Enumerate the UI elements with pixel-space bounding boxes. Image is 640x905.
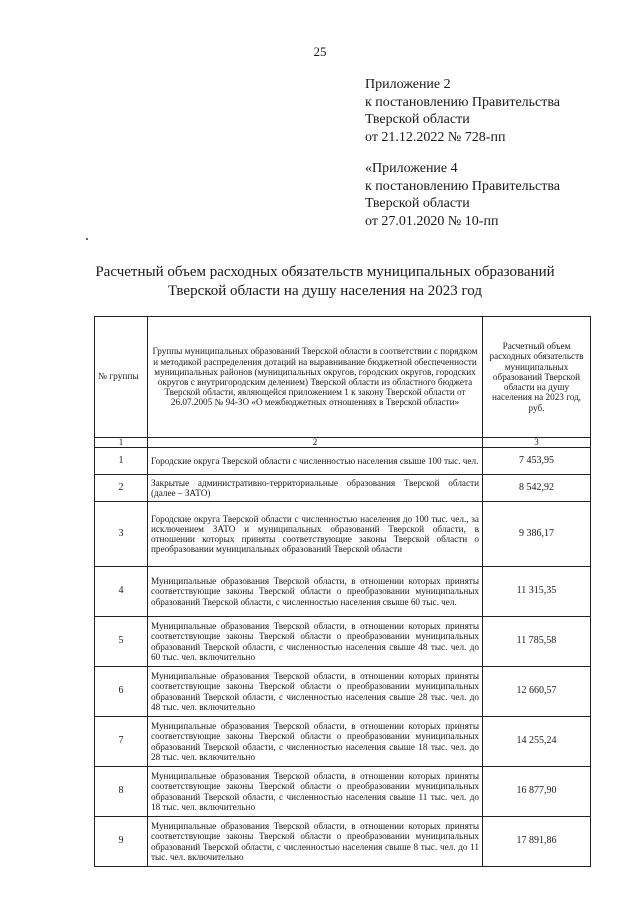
group-description-cell: Муниципальные образования Тверской области, в отношении которых приняты соответствующие законы Тверской области о преобразовании муниципальных образований Тверской области, с численностью населения свыше 48 тыс. чел. до 60 тыс. чел. включительно [148,617,483,667]
appendix-2-line-4: от 27.01.2020 № 10-пп [365,213,499,229]
group-description-cell: Муниципальные образования Тверской области, в отношении которых приняты соответствующие законы Тверской области о преобразовании муниципальных образований Тверской области, с численностью населения свыше 60 тыс. чел. [148,567,483,617]
expenditure-value-cell: 8 542,92 [483,475,591,502]
page-number: 25 [313,44,327,59]
index-cell-3: 3 [483,438,591,448]
group-description-cell: Муниципальные образования Тверской области, в отношении которых приняты соответствующие законы Тверской области о преобразовании муниципальных образований Тверской области, с численностью населения свыше 28 тыс. чел. до 48 тыс. чел. включительно [148,667,483,717]
expenditure-value-cell: 11 315,35 [483,567,591,617]
header-group-description: Группы муниципальных образований Тверской области в соответствии с порядком и методикой распределения дотаций на выравнивание бюджетной обеспеченности муниципальных районов (муниципальных округов, городских округов, городских округов с внутригородским делением) Тверской области из областного бюджета Тверской области, являющейся приложением 1 к закону Тверской области от 26.07.2005 № 94-ЗО «О межбюджетных отношениях в Тверской области» [148,317,483,438]
table-row [95,448,591,475]
group-description-cell: Городские округа Тверской области с численностью населения до 100 тыс. чел., за исключением ЗАТО и муниципальных образований Тверской области, в отношении которых приняты соответствующие законы Тверской области о преобразовании муниципальных образований Тверской области [148,502,483,567]
appendix-2-line-2: к постановлению Правительства [365,178,561,194]
group-number-cell: 6 [95,667,148,717]
index-cell-1: 1 [95,438,148,448]
group-number-cell: 4 [95,567,148,617]
group-number-cell: 9 [95,817,148,867]
appendix-2-line-1: «Приложение 4 [365,161,458,176]
group-number-cell: 1 [95,448,148,475]
table-row [95,502,591,567]
appendix-1-line-3: Тверской области [365,112,470,127]
document-title-line-2: Тверской области на душу населения на 2023 год [168,283,482,299]
appendix-2-line-3: Тверской области [365,196,470,211]
group-number-cell: 3 [95,502,148,567]
group-description-cell: Городские округа Тверской области с численностью населения свыше 100 тыс. чел. [148,448,483,475]
appendix-1-line-1: Приложение 2 [365,77,451,92]
appendix-reference-2 [365,160,625,230]
group-description-cell: Муниципальные образования Тверской области, в отношении которых приняты соответствующие законы Тверской области о преобразовании муниципальных образований Тверской области, с численностью населения свыше 18 тыс. чел. до 28 тыс. чел. включительно [148,717,483,767]
expenditure-value-cell: 11 785,58 [483,617,591,667]
expenditure-value-cell: 12 660,57 [483,667,591,717]
header-expenditure-value: Расчетный объем расходных обязательств муниципальных образований Тверской области на душу населения на 2023 год, руб. [483,317,591,438]
group-description-cell: Муниципальные образования Тверской области, в отношении которых приняты соответствующие законы Тверской области о преобразовании муниципальных образований Тверской области, с численностью населения свыше 11 тыс. чел. до 18 тыс. чел. включительно [148,767,483,817]
document-title [60,263,590,301]
document-title-line-1: Расчетный объем расходных обязательств муниципальных образований [95,264,555,280]
group-number-cell: 8 [95,767,148,817]
expenditure-value-cell: 14 255,24 [483,717,591,767]
table-row [95,475,591,502]
table-row [95,667,591,717]
table-header-row [95,317,591,438]
table-row [95,617,591,667]
table-index-row [95,438,591,448]
index-cell-2: 2 [148,438,483,448]
expenditure-value-cell: 9 386,17 [483,502,591,567]
table-row [95,767,591,817]
group-description-cell: Муниципальные образования Тверской области, в отношении которых приняты соответствующие законы Тверской области о преобразовании муниципальных образований Тверской области, с численностью населения свыше 8 тыс. чел. до 11 тыс. чел. включительно [148,817,483,867]
group-number-cell: 2 [95,475,148,502]
group-number-cell: 5 [95,617,148,667]
appendix-reference-1 [365,76,625,146]
expenditure-value-cell: 17 891,86 [483,817,591,867]
expenditure-value-cell: 16 877,90 [483,767,591,817]
header-group-number: № группы [95,317,148,438]
table-row [95,817,591,867]
expenditure-value-cell: 7 453,95 [483,448,591,475]
group-description-cell: Закрытые административно-территориальные образования Тверской области (далее – ЗАТО) [148,475,483,502]
scan-dot-mark [86,238,88,240]
expenditure-table [94,316,591,867]
table-row [95,717,591,767]
table-row [95,567,591,617]
group-number-cell: 7 [95,717,148,767]
appendix-1-line-4: от 21.12.2022 № 728-пп [365,129,506,145]
appendix-1-line-2: к постановлению Правительства [365,94,561,110]
